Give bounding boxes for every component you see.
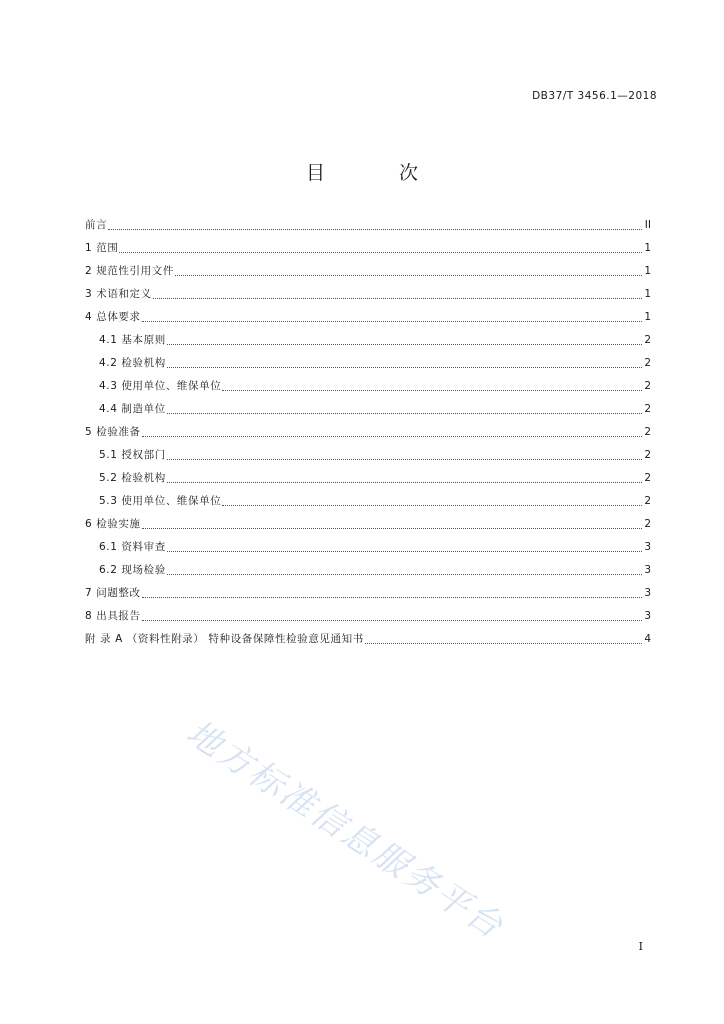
- toc-entry-page: 2: [644, 426, 651, 438]
- toc-leader-dots: [175, 275, 642, 276]
- toc-leader-dots: [167, 459, 642, 460]
- toc-leader-dots: [167, 574, 642, 575]
- toc-entry[interactable]: [85, 285, 651, 303]
- toc-entry[interactable]: [85, 262, 651, 280]
- toc-leader-dots: [222, 505, 642, 506]
- toc-entry-page: 2: [644, 334, 651, 346]
- toc-entry-label: 4.2 检验机构: [99, 357, 166, 369]
- watermark: 地方标准信息服务平台: [179, 712, 512, 948]
- toc-entry-page: 1: [644, 265, 651, 277]
- toc-entry[interactable]: [85, 354, 651, 372]
- toc-entry-page: 2: [644, 495, 651, 507]
- toc-entry-page: 3: [644, 541, 651, 553]
- toc-entry[interactable]: [85, 377, 651, 395]
- toc-leader-dots: [142, 620, 642, 621]
- toc-entry-page: 2: [644, 518, 651, 530]
- toc-entry-page: 2: [644, 472, 651, 484]
- toc-entry[interactable]: [85, 584, 651, 602]
- toc-entry-page: 2: [644, 357, 651, 369]
- toc-entry[interactable]: [85, 561, 651, 579]
- toc-entry-label: 5 检验准备: [85, 426, 141, 438]
- toc-entry-page: 1: [644, 242, 651, 254]
- toc-leader-dots: [167, 482, 642, 483]
- toc-leader-dots: [167, 551, 642, 552]
- toc-entry[interactable]: [85, 308, 651, 326]
- standard-code: DB37/T 3456.1—2018: [532, 90, 657, 102]
- toc-leader-dots: [222, 390, 642, 391]
- toc-leader-dots: [365, 643, 642, 644]
- toc-entry[interactable]: [85, 239, 651, 257]
- toc-leader-dots: [142, 528, 642, 529]
- toc-entry-page: II: [644, 219, 651, 231]
- table-of-contents: [85, 216, 651, 653]
- toc-entry[interactable]: [85, 331, 651, 349]
- toc-leader-dots: [167, 367, 642, 368]
- toc-entry[interactable]: [85, 469, 651, 487]
- toc-leader-dots: [167, 413, 642, 414]
- toc-leader-dots: [142, 321, 642, 322]
- toc-entry-label: 4.3 使用单位、维保单位: [99, 380, 222, 392]
- toc-leader-dots: [142, 597, 642, 598]
- toc-entry-label: 5.1 授权部门: [99, 449, 166, 461]
- toc-leader-dots: [108, 229, 642, 230]
- toc-leader-dots: [119, 252, 642, 253]
- toc-entry[interactable]: [85, 423, 651, 441]
- toc-entry-label: 4 总体要求: [85, 311, 141, 323]
- toc-entry[interactable]: [85, 216, 651, 234]
- toc-entry-label: 前言: [85, 219, 108, 231]
- toc-leader-dots: [142, 436, 642, 437]
- toc-entry-label: 6.1 资料审查: [99, 541, 166, 553]
- toc-entry-label: 4.4 制造单位: [99, 403, 166, 415]
- toc-entry-page: 2: [644, 403, 651, 415]
- toc-entry-page: 3: [644, 564, 651, 576]
- toc-entry-page: 3: [644, 610, 651, 622]
- toc-entry[interactable]: [85, 630, 651, 648]
- toc-entry[interactable]: [85, 607, 651, 625]
- toc-entry-label: 5.3 使用单位、维保单位: [99, 495, 222, 507]
- page-number: I: [638, 940, 643, 953]
- toc-entry-label: 附 录 A （资料性附录） 特种设备保障性检验意见通知书: [85, 633, 364, 645]
- toc-entry-page: 3: [644, 587, 651, 599]
- toc-entry-label: 3 术语和定义: [85, 288, 152, 300]
- toc-entry-page: 2: [644, 380, 651, 392]
- toc-entry[interactable]: [85, 400, 651, 418]
- toc-entry-label: 1 范围: [85, 242, 119, 254]
- toc-entry[interactable]: [85, 515, 651, 533]
- toc-leader-dots: [167, 344, 642, 345]
- toc-entry-label: 6.2 现场检验: [99, 564, 166, 576]
- toc-entry-label: 2 规范性引用文件: [85, 265, 174, 277]
- toc-entry-page: 2: [644, 449, 651, 461]
- toc-leader-dots: [153, 298, 642, 299]
- toc-entry-label: 8 出具报告: [85, 610, 141, 622]
- toc-entry[interactable]: [85, 492, 651, 510]
- toc-entry-label: 6 检验实施: [85, 518, 141, 530]
- toc-entry-label: 7 问题整改: [85, 587, 141, 599]
- toc-entry[interactable]: [85, 538, 651, 556]
- toc-entry[interactable]: [85, 446, 651, 464]
- toc-entry-page: 1: [644, 288, 651, 300]
- page-title: 目 次: [305, 162, 453, 184]
- toc-entry-page: 4: [644, 633, 651, 645]
- toc-entry-label: 5.2 检验机构: [99, 472, 166, 484]
- toc-entry-page: 1: [644, 311, 651, 323]
- toc-entry-label: 4.1 基本原则: [99, 334, 166, 346]
